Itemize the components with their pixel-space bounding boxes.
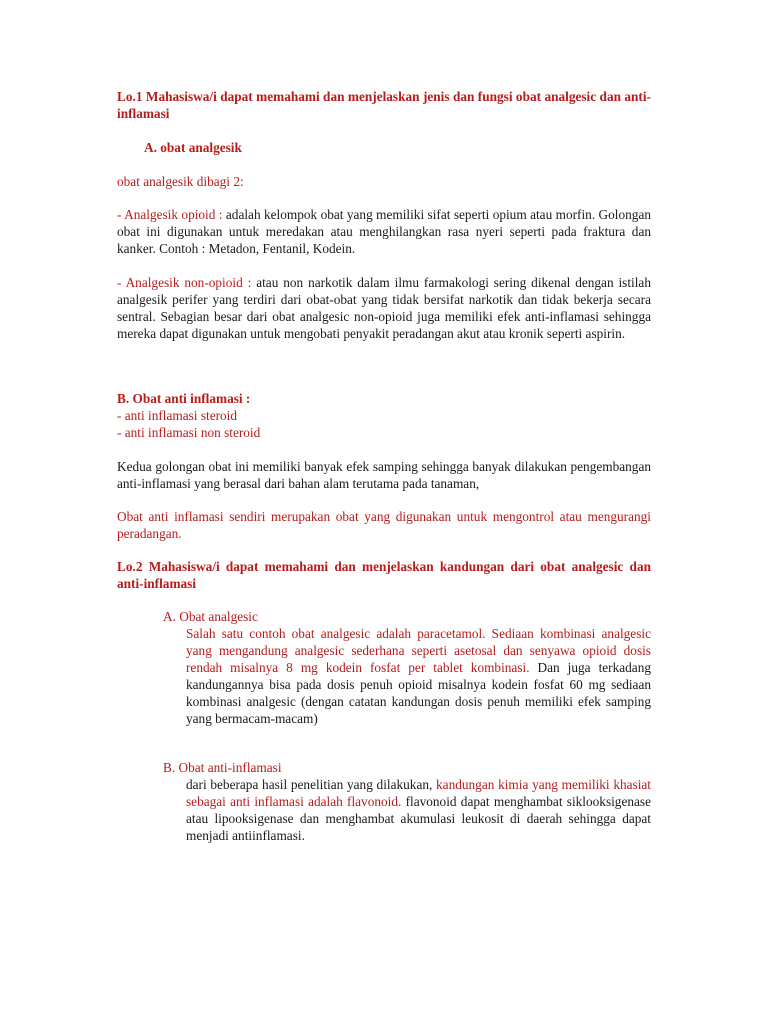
non-opioid-paragraph (117, 274, 651, 342)
lo2-section-b-paragraph (186, 776, 651, 844)
inflamasi-item: - anti inflamasi steroid (117, 408, 238, 423)
penelitian-text: dari beberapa hasil penelitian yang dilakukan, (186, 777, 437, 792)
opioid-text: adalah kelompok obat yang memiliki sifat seperti opium atau morfin. Golongan obat ini digunakan untuk meredakan atau menghilangkan rasa nyeri seperti pada fraktura dan kanker. Contoh : Metadon, Fentanil, Kodein. (117, 207, 651, 256)
lo1-heading: Lo.1 Mahasiswa/i dapat memahami dan menjelaskan jenis dan fungsi obat analgesic dan anti-inflamasi (117, 89, 651, 121)
analgesik-intro: obat analgesik dibagi 2: (117, 174, 244, 189)
opioid-term: - Analgesik opioid : (117, 207, 223, 222)
non-opioid-term: - Analgesik non-opioid : (117, 275, 252, 290)
lo2-section-b-title: B. Obat anti-inflamasi (163, 760, 282, 775)
kodein-text: Dan juga terkadang kandungannya bisa pada dosis penuh opioid misalnya kodein fosfat 60 mg sediaan kombinasi analgesic (dengan catatan kandungan dosis penuh memiliki efek samping yang bermacam-macam) (186, 660, 651, 726)
section-b-title: B. Obat anti inflamasi : (117, 391, 251, 406)
mekanisme-text: flavonoid dapat menghambat siklooksigenase atau lipooksigenase dan menghambat akumulasi leukosit di daerah sehingga dapat menjadi antiinflamasi. (186, 794, 651, 843)
lo2-section-a-paragraph (186, 625, 651, 727)
definisi-paragraph: Obat anti inflamasi sendiri merupakan obat yang digunakan untuk mengontrol atau mengurangi peradangan. (117, 509, 651, 541)
efek-samping-paragraph: Kedua golongan obat ini memiliki banyak efek samping sehingga banyak dilakukan pengembangan anti-inflamasi yang berasal dari bahan alam terutama pada tanaman, (117, 459, 651, 491)
opioid-paragraph (117, 206, 651, 257)
lo2-heading: Lo.2 Mahasiswa/i dapat memahami dan menjelaskan kandungan dari obat analgesic dan anti-inflamasi (117, 559, 651, 591)
section-a-title: A. obat analgesik (144, 140, 242, 155)
non-opioid-text: atau non narkotik dalam ilmu farmakologi sering dikenal dengan istilah analgesik perifer yang terdiri dari obat-obat yang tidak bersifat narkotik dan tidak bekerja secara sentral. Sebagian besar dari obat analgesic non-opioid juga memiliki efek anti-inflamasi sehingga mereka dapat digunakan untuk mengobati penyakit peradangan akut atau kronik seperti aspirin. (117, 275, 651, 341)
inflamasi-item: - anti inflamasi non steroid (117, 425, 261, 440)
flavonoid-text: kandungan kimia yang memiliki khasiat sebagai anti inflamasi adalah flavonoid. (186, 777, 651, 809)
lo2-section-a-title: A. Obat analgesic (163, 609, 258, 624)
paracetamol-text: Salah satu contoh obat analgesic adalah paracetamol. Sediaan kombinasi analgesic yang mengandung analgesic sederhana seperti asetosal dan senyawa opioid dosis rendah misalnya 8 mg kodein fosfat per tablet kombinasi. (186, 626, 651, 675)
